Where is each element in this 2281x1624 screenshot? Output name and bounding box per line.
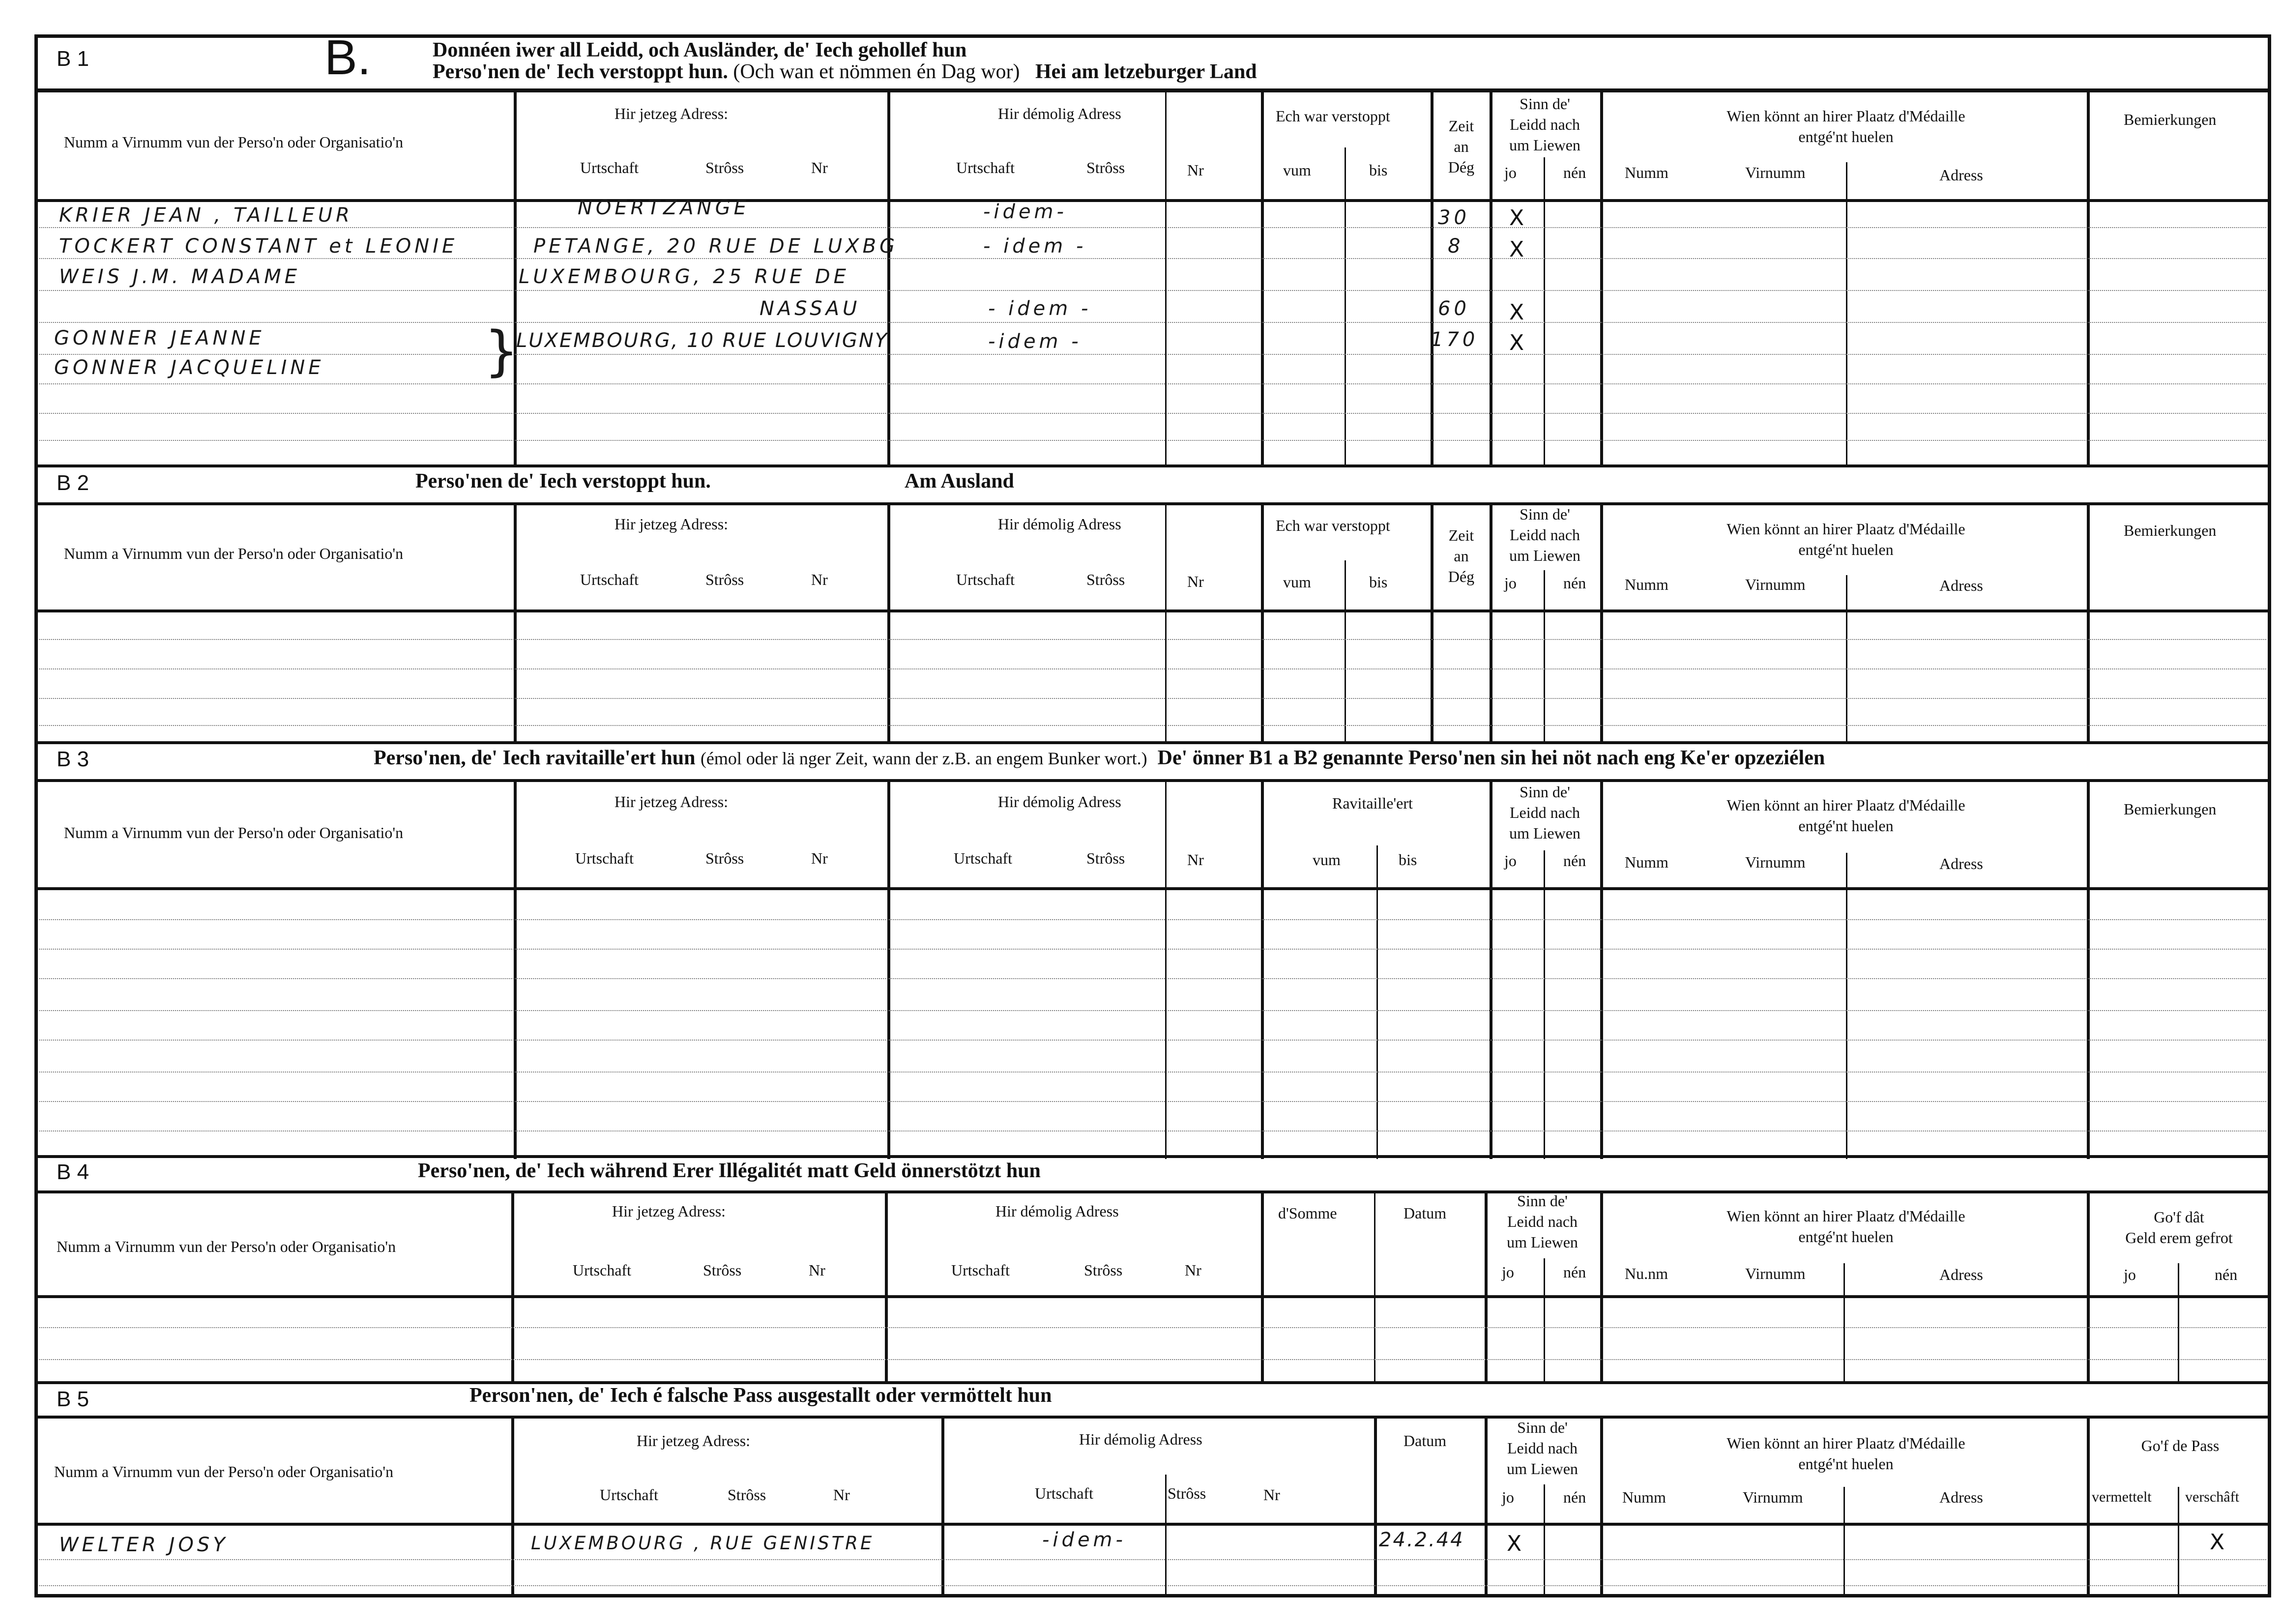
entry-name: KRIER JEAN , TAILLEUR bbox=[59, 204, 353, 227]
col-divider bbox=[1431, 88, 1433, 467]
col-divider bbox=[1374, 1417, 1377, 1595]
section-title: Person'nen, de' Iech é falsche Pass ausgestallt oder vermöttelt hun bbox=[469, 1384, 1052, 1407]
col-divider bbox=[511, 1417, 514, 1595]
header-alive bbox=[1490, 782, 1600, 843]
header-alive-2: Leidd nach bbox=[1507, 1439, 1578, 1457]
header-numm: Nu.nm bbox=[1625, 1265, 1668, 1282]
header-jo: jo bbox=[1502, 1488, 1514, 1506]
col-divider bbox=[1846, 575, 1847, 742]
header-stross: Strôss bbox=[705, 849, 744, 867]
header-nr: Nr bbox=[1263, 1486, 1280, 1504]
header-stross: Strôss bbox=[1168, 1484, 1206, 1502]
col-divider bbox=[1843, 1263, 1845, 1384]
header-alive-1: Sinn de' bbox=[1520, 95, 1570, 113]
form-letter: B. bbox=[324, 30, 371, 85]
header-jo: jo bbox=[2124, 1266, 2136, 1283]
col-divider bbox=[1376, 845, 1378, 1159]
col-divider bbox=[1544, 157, 1545, 467]
header-jo: jo bbox=[1504, 164, 1517, 181]
header-virnumm: Virnumm bbox=[1743, 1488, 1803, 1506]
entry-address: NOERTZANGE bbox=[578, 197, 750, 219]
section-rule bbox=[34, 502, 2271, 505]
header-virnumm: Virnumm bbox=[1745, 1265, 1806, 1282]
col-divider bbox=[1431, 504, 1433, 742]
header-jo: jo bbox=[1502, 1263, 1514, 1281]
row-guide bbox=[39, 383, 2266, 384]
section-rule bbox=[34, 1190, 2271, 1193]
row-guide bbox=[39, 639, 2266, 640]
col-divider bbox=[514, 504, 517, 742]
header-former-address: Hir démolig Adress bbox=[998, 793, 1121, 811]
row-guide bbox=[39, 698, 2266, 699]
header-alive-3: um Liewen bbox=[1507, 1233, 1578, 1251]
header-nen: nén bbox=[1563, 1488, 1586, 1506]
section-id: B 2 bbox=[57, 471, 89, 495]
section-bottom-rule bbox=[34, 1155, 2271, 1158]
row-guide bbox=[39, 668, 2266, 669]
header-medal-1: Wien könnt an hirer Plaatz d'Médaille bbox=[1726, 520, 1965, 538]
header-bottom-rule bbox=[34, 1295, 2271, 1298]
col-divider bbox=[514, 781, 517, 1159]
header-nr: Nr bbox=[1185, 1261, 1201, 1279]
header-money bbox=[2089, 1207, 2269, 1248]
row-guide bbox=[39, 290, 2266, 291]
entry-address: LUXEMBOURG, 25 RUE DE bbox=[519, 265, 849, 288]
header-stross: Strôss bbox=[1086, 159, 1125, 176]
header-virnumm: Virnumm bbox=[1745, 576, 1806, 593]
header-medal-1: Wien könnt an hirer Plaatz d'Médaille bbox=[1726, 107, 1965, 125]
entry-alive-x: X bbox=[1509, 300, 1524, 325]
header-numm: Numm bbox=[1625, 576, 1668, 593]
col-divider bbox=[1544, 850, 1545, 1159]
title-part-b: (Och wan et nömmen én Dag wor) bbox=[733, 60, 1020, 83]
col-divider bbox=[1843, 1487, 1845, 1595]
header-medal bbox=[1603, 1433, 2089, 1474]
header-alive-2: Leidd nach bbox=[1507, 1213, 1578, 1230]
header-stross: Strôss bbox=[1084, 1261, 1123, 1279]
header-current-address: Hir jetzeg Adress: bbox=[637, 1432, 751, 1450]
row-guide bbox=[39, 1101, 2266, 1102]
header-name: Numm a Virnumm vun der Perso'n oder Organisatio'n bbox=[54, 1463, 394, 1480]
header-urtschaft: Urtschaft bbox=[954, 849, 1013, 867]
header-vum: vum bbox=[1313, 851, 1341, 869]
header-former-address: Hir démolig Adress bbox=[1079, 1430, 1202, 1448]
row-guide bbox=[39, 919, 2266, 920]
header-current-address: Hir jetzeg Adress: bbox=[614, 515, 729, 533]
entry-former: -idem- bbox=[1042, 1529, 1126, 1551]
header-alive-2: Leidd nach bbox=[1509, 526, 1580, 544]
header-nen: nén bbox=[1563, 574, 1586, 592]
header-medal bbox=[1603, 1206, 2089, 1247]
header-adress: Adress bbox=[1939, 577, 1983, 594]
col-divider bbox=[1600, 781, 1603, 1159]
header-nen: nén bbox=[2215, 1266, 2238, 1283]
header-stross: Strôss bbox=[705, 159, 744, 176]
row-guide bbox=[39, 258, 2266, 259]
header-alive-1: Sinn de' bbox=[1520, 505, 1570, 523]
row-guide bbox=[39, 978, 2266, 979]
header-adress: Adress bbox=[1939, 1266, 1983, 1283]
header-adress: Adress bbox=[1939, 166, 1983, 184]
col-divider bbox=[1165, 504, 1167, 742]
header-urtschaft: Urtschaft bbox=[1035, 1484, 1094, 1502]
col-divider bbox=[2087, 781, 2090, 1159]
header-nr: Nr bbox=[811, 571, 828, 588]
col-divider bbox=[1374, 1192, 1375, 1384]
header-urtschaft: Urtschaft bbox=[951, 1261, 1010, 1279]
header-alive-3: um Liewen bbox=[1509, 547, 1580, 564]
entry-address: LUXEMBOURG , RUE GENISTRE bbox=[531, 1533, 875, 1554]
header-nen: nén bbox=[1563, 852, 1586, 870]
row-guide bbox=[39, 354, 2266, 355]
entry-address: PETANGE, 20 RUE DE LUXBG bbox=[533, 235, 899, 258]
entry-alive-x: X bbox=[1507, 1531, 1522, 1556]
header-alive-2: Leidd nach bbox=[1509, 116, 1580, 133]
header-current-address: Hir jetzeg Adress: bbox=[612, 1202, 726, 1220]
header-nr: Nr bbox=[833, 1486, 850, 1504]
row-guide bbox=[39, 413, 2266, 414]
entry-name: TOCKERT CONSTANT et LEONIE bbox=[59, 235, 458, 258]
entry-verschaft-x: X bbox=[2210, 1530, 2225, 1555]
entry-days: 8 bbox=[1448, 235, 1464, 258]
header-alive-1: Sinn de' bbox=[1517, 1419, 1568, 1436]
header-remarks: Bemierkungen bbox=[2124, 800, 2217, 818]
entry-days: 60 bbox=[1438, 297, 1470, 320]
col-divider bbox=[941, 1417, 944, 1595]
header-nen: nén bbox=[1563, 164, 1586, 181]
entry-alive-x: X bbox=[1509, 205, 1524, 231]
row-guide bbox=[39, 322, 2266, 323]
header-zeit-1: Zeit bbox=[1448, 117, 1474, 135]
row-guide bbox=[39, 1072, 2266, 1073]
entry-former: -idem- bbox=[983, 201, 1067, 223]
col-divider bbox=[885, 1192, 888, 1384]
header-medal-1: Wien könnt an hirer Plaatz d'Médaille bbox=[1726, 1207, 1965, 1225]
row-guide bbox=[39, 949, 2266, 950]
header-nr: Nr bbox=[1187, 573, 1204, 590]
header-nr: Nr bbox=[811, 159, 828, 176]
header-nr: Nr bbox=[1187, 161, 1204, 179]
header-urtschaft: Urtschaft bbox=[575, 849, 634, 867]
header-adress: Adress bbox=[1939, 1488, 1983, 1506]
header-name: Numm a Virnumm vun der Perso'n oder Organisatio'n bbox=[64, 824, 404, 841]
entry-name: WEIS J.M. MADAME bbox=[59, 265, 301, 288]
section-rule bbox=[34, 779, 2271, 782]
entry-name-line2: GONNER JACQUELINE bbox=[54, 356, 324, 379]
title-part-a: Perso'nen de' Iech verstoppt hun. bbox=[433, 60, 728, 83]
header-bottom-rule bbox=[34, 887, 2271, 890]
section-title-b: (émol oder lä nger Zeit, wann der z.B. an engem Bunker wort.) bbox=[700, 749, 1147, 768]
section-title-c: De' önner B1 a B2 genannte Perso'nen sin hei nöt nach eng Ke'er opzeziélen bbox=[1157, 747, 1825, 769]
entry-address-line2: NASSAU bbox=[760, 297, 861, 320]
header-adress: Adress bbox=[1939, 855, 1983, 872]
section-title bbox=[374, 746, 1825, 770]
entry-days: 30 bbox=[1438, 206, 1470, 229]
header-money-1: Go'f dât bbox=[2154, 1208, 2204, 1226]
header-medal-2: entgé'nt huelen bbox=[1798, 541, 1894, 558]
section-bottom-rule bbox=[34, 464, 2271, 467]
col-divider bbox=[1846, 853, 1847, 1159]
header-remarks: Bemierkungen bbox=[2124, 111, 2217, 128]
header-medal bbox=[1603, 106, 2089, 147]
entry-former: - idem - bbox=[983, 235, 1087, 258]
col-divider bbox=[1345, 147, 1346, 467]
header-datum: Datum bbox=[1404, 1432, 1447, 1450]
header-pass: Go'f de Pass bbox=[2141, 1437, 2220, 1454]
col-divider bbox=[1165, 88, 1167, 467]
col-divider bbox=[887, 88, 890, 467]
header-somme: d'Somme bbox=[1278, 1204, 1337, 1222]
header-numm: Numm bbox=[1625, 164, 1668, 181]
header-numm: Numm bbox=[1625, 853, 1668, 871]
section-title-b: Am Ausland bbox=[905, 470, 1014, 493]
header-zeit-2: an bbox=[1454, 138, 1469, 155]
header-stross: Strôss bbox=[1086, 849, 1125, 867]
header-alive-3: um Liewen bbox=[1509, 136, 1580, 154]
header-bis: bis bbox=[1399, 851, 1417, 869]
header-bottom-rule bbox=[34, 1523, 2271, 1526]
col-divider bbox=[1345, 560, 1346, 742]
row-guide bbox=[39, 1010, 2266, 1011]
header-medal-1: Wien könnt an hirer Plaatz d'Médaille bbox=[1726, 796, 1965, 814]
col-divider bbox=[1261, 504, 1264, 742]
header-name: Numm a Virnumm vun der Perso'n oder Organisatio'n bbox=[57, 1238, 396, 1255]
header-alive-2: Leidd nach bbox=[1509, 804, 1580, 821]
header-datum: Datum bbox=[1404, 1204, 1447, 1222]
header-zeit bbox=[1438, 525, 1485, 587]
section-title-a: Perso'nen, de' Iech ravitaille'ert hun bbox=[374, 747, 696, 769]
header-former-address: Hir démolig Adress bbox=[998, 515, 1121, 533]
header-verschaft: verschâft bbox=[2185, 1489, 2239, 1505]
row-guide bbox=[39, 725, 2266, 726]
section-title-line2 bbox=[433, 60, 1257, 84]
header-nr: Nr bbox=[811, 849, 828, 867]
header-medal-1: Wien könnt an hirer Plaatz d'Médaille bbox=[1726, 1434, 1965, 1452]
entry-former: -idem - bbox=[988, 330, 1082, 353]
row-guide bbox=[39, 1359, 2266, 1360]
col-divider bbox=[2178, 1263, 2179, 1384]
section-bottom-rule bbox=[34, 741, 2271, 744]
col-divider bbox=[2178, 1487, 2179, 1595]
entry-name: GONNER JEANNE bbox=[54, 327, 265, 349]
header-medal bbox=[1603, 795, 2089, 836]
section-title-line1: Donnéen iwer all Leidd, och Ausländer, de' Iech gehollef hun bbox=[433, 39, 967, 61]
header-vum: vum bbox=[1283, 573, 1311, 591]
header-name: Numm a Virnumm vun der Perso'n oder Organisatio'n bbox=[64, 133, 404, 151]
col-divider bbox=[1165, 1475, 1167, 1595]
entry-date: 24.2.44 bbox=[1379, 1529, 1464, 1551]
header-bottom-rule bbox=[34, 199, 2271, 202]
header-medal-2: entgé'nt huelen bbox=[1798, 1228, 1894, 1246]
header-alive-3: um Liewen bbox=[1507, 1460, 1578, 1478]
header-stross: Strôss bbox=[728, 1486, 766, 1504]
header-zeit-1: Zeit bbox=[1448, 526, 1474, 544]
section-id: B 4 bbox=[57, 1160, 89, 1184]
section-id: B 1 bbox=[57, 47, 89, 71]
header-stross: Strôss bbox=[1086, 571, 1125, 588]
header-medal bbox=[1603, 519, 2089, 560]
header-ravit: Ravitaille'ert bbox=[1332, 794, 1413, 812]
section-b1-header bbox=[34, 30, 2271, 92]
header-bis: bis bbox=[1369, 161, 1388, 179]
header-alive-1: Sinn de' bbox=[1517, 1192, 1568, 1210]
header-stross: Strôss bbox=[703, 1261, 742, 1279]
header-alive-3: um Liewen bbox=[1509, 824, 1580, 842]
header-money-2: Geld erem gefrot bbox=[2125, 1229, 2233, 1247]
section-bottom-rule bbox=[34, 1381, 2271, 1384]
entry-name: WELTER JOSY bbox=[59, 1534, 229, 1556]
col-divider bbox=[1261, 1192, 1264, 1384]
header-medal-2: entgé'nt huelen bbox=[1798, 128, 1894, 145]
section-title: Perso'nen de' Iech verstoppt hun. bbox=[415, 470, 711, 493]
col-divider bbox=[1544, 570, 1545, 742]
header-hidden: Ech war verstoppt bbox=[1276, 107, 1390, 125]
section-id: B 3 bbox=[57, 747, 89, 771]
header-nen: nén bbox=[1563, 1263, 1586, 1281]
row-guide bbox=[39, 1585, 2266, 1586]
header-virnumm: Virnumm bbox=[1745, 164, 1806, 181]
header-zeit-3: Dég bbox=[1448, 568, 1475, 585]
header-urtschaft: Urtschaft bbox=[573, 1261, 632, 1279]
row-guide bbox=[39, 440, 2266, 441]
section-title: Perso'nen, de' Iech während Erer Illégalitét matt Geld önnerstötzt hun bbox=[418, 1160, 1041, 1182]
header-nr: Nr bbox=[809, 1261, 825, 1279]
header-name: Numm a Virnumm vun der Perso'n oder Organisatio'n bbox=[64, 545, 404, 562]
header-former-address: Hir démolig Adress bbox=[995, 1202, 1119, 1220]
header-hidden: Ech war verstoppt bbox=[1276, 517, 1390, 534]
header-current-address: Hir jetzeg Adress: bbox=[614, 793, 729, 811]
row-guide bbox=[39, 1559, 2266, 1560]
header-alive bbox=[1490, 504, 1600, 566]
header-alive bbox=[1490, 93, 1600, 155]
header-remarks: Bemierkungen bbox=[2124, 522, 2217, 539]
col-divider bbox=[887, 504, 890, 742]
header-former-address: Hir démolig Adress bbox=[998, 105, 1121, 122]
section-id: B 5 bbox=[57, 1387, 89, 1411]
header-medal-2: entgé'nt huelen bbox=[1798, 1455, 1894, 1473]
header-alive-1: Sinn de' bbox=[1520, 783, 1570, 801]
entry-address: LUXEMBOURG, 10 RUE LOUVIGNY bbox=[516, 329, 889, 352]
col-divider bbox=[1846, 162, 1847, 467]
header-vermettelt: vermettelt bbox=[2092, 1489, 2152, 1505]
col-divider bbox=[514, 88, 517, 467]
header-urtschaft: Urtschaft bbox=[956, 571, 1015, 588]
header-stross: Strôss bbox=[705, 571, 744, 588]
header-alive bbox=[1485, 1417, 1600, 1479]
header-alive bbox=[1485, 1190, 1600, 1252]
header-urtschaft: Urtschaft bbox=[956, 159, 1015, 176]
header-urtschaft: Urtschaft bbox=[580, 159, 639, 176]
entry-alive-x: X bbox=[1509, 237, 1524, 262]
col-divider bbox=[1261, 88, 1264, 467]
section-rule bbox=[34, 1416, 2271, 1419]
header-virnumm: Virnumm bbox=[1745, 853, 1806, 871]
entry-alive-x: X bbox=[1509, 330, 1524, 355]
header-bis: bis bbox=[1369, 573, 1388, 591]
col-divider bbox=[887, 781, 890, 1159]
header-current-address: Hir jetzeg Adress: bbox=[614, 105, 729, 122]
header-zeit-3: Dég bbox=[1448, 158, 1475, 176]
col-divider bbox=[511, 1192, 514, 1384]
header-zeit-2: an bbox=[1454, 547, 1469, 565]
row-guide bbox=[39, 227, 2266, 228]
header-numm: Numm bbox=[1622, 1488, 1666, 1506]
entry-former: - idem - bbox=[988, 297, 1092, 320]
col-divider bbox=[1544, 1258, 1545, 1384]
row-guide bbox=[39, 1327, 2266, 1328]
header-jo: jo bbox=[1504, 852, 1517, 870]
header-medal-2: entgé'nt huelen bbox=[1798, 817, 1894, 835]
header-zeit bbox=[1438, 116, 1485, 177]
col-divider bbox=[1165, 781, 1167, 1159]
header-bottom-rule bbox=[34, 609, 2271, 612]
row-guide bbox=[39, 1040, 2266, 1041]
entry-days: 170 bbox=[1431, 328, 1479, 351]
col-divider bbox=[1261, 781, 1264, 1159]
header-urtschaft: Urtschaft bbox=[600, 1486, 659, 1504]
header-nr: Nr bbox=[1187, 851, 1204, 869]
col-divider bbox=[1544, 1484, 1545, 1595]
header-vum: vum bbox=[1283, 161, 1311, 179]
bracket-glyph: } bbox=[484, 319, 519, 382]
title-part-c: Hei am letzeburger Land bbox=[1035, 60, 1257, 83]
header-jo: jo bbox=[1504, 574, 1517, 592]
header-urtschaft: Urtschaft bbox=[580, 571, 639, 588]
